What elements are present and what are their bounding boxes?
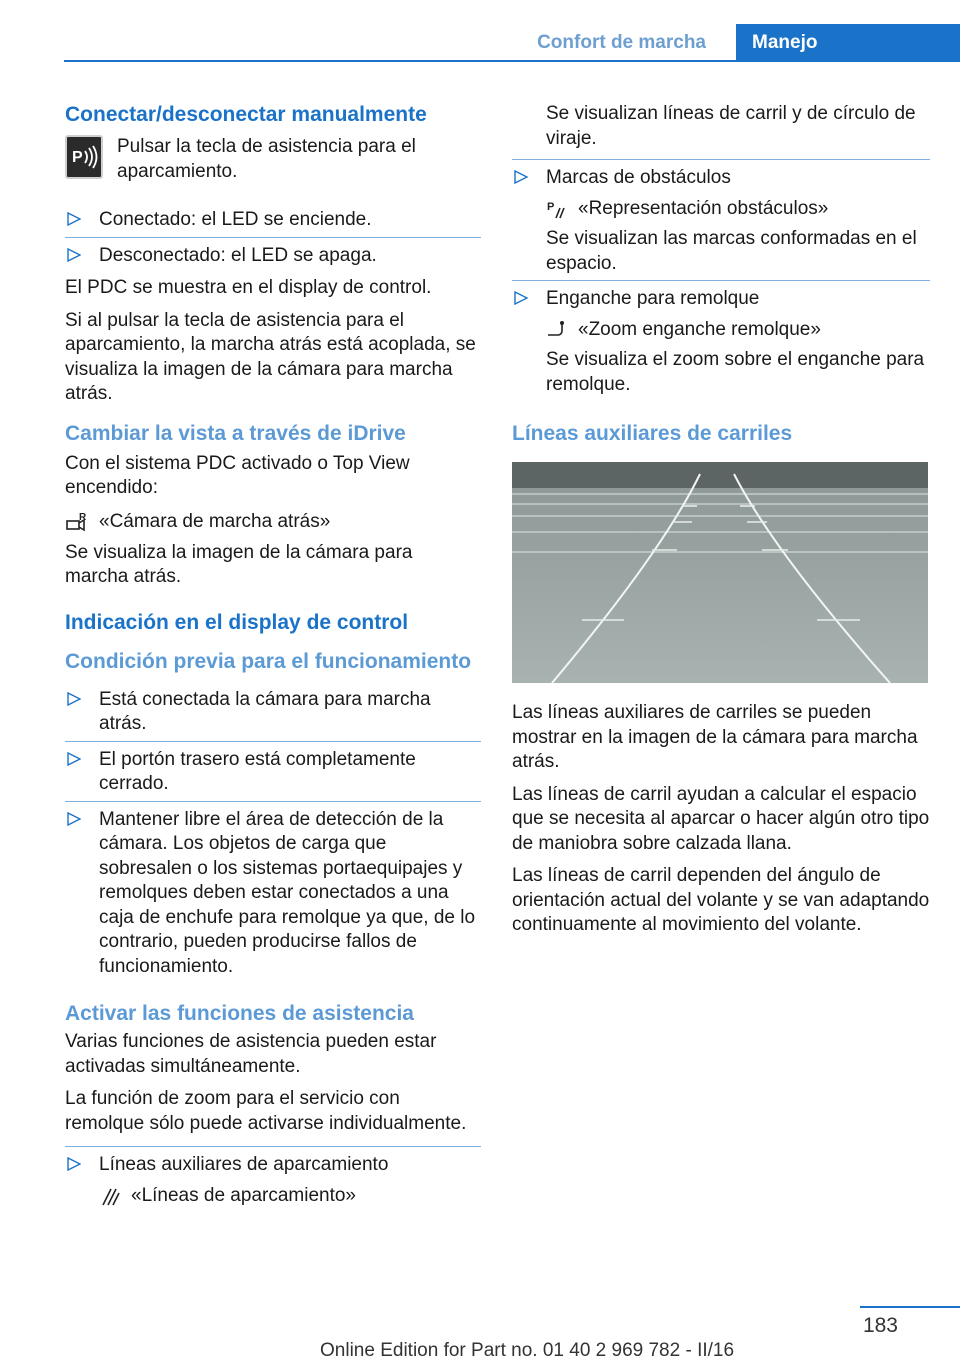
trailer-hitch-icon (546, 319, 568, 341)
list-item (65, 682, 481, 741)
svg-text:P: P (547, 200, 555, 213)
obstacle-menu-row (546, 197, 930, 222)
page-footer (0, 1306, 960, 1362)
parking-result-text: Se visualizan líneas de carril y de círculo de viraje. (546, 103, 916, 149)
assist-button-row (65, 135, 481, 184)
svg-text:P: P (72, 149, 83, 166)
triangle-bullet-icon (67, 692, 81, 706)
lanes-para-2: Las líneas de carril ayudan a calcular el espacio que se necesita al aparcar o hacer algún otro tipo de maniobra sobre calzada llana. (512, 783, 930, 854)
press-key-text: Pulsar la tecla de asistencia para el aparcamiento. (117, 136, 416, 182)
right-functions-list (512, 159, 930, 401)
triangle-bullet-icon (67, 752, 81, 766)
heading-activate: Activar las funciones de asistencia (65, 1002, 414, 1025)
left-column (65, 102, 481, 1212)
precondition-3: Mantener libre el área de detección de la cámara. Los objetos de carga que sobresalen o los sistemas portaequipajes y remolques deben estar conectados a una caja de enchufe para remolque ya que, de lo contrario, pueden producirse fallos de funcionamiento. (99, 808, 476, 977)
triangle-bullet-icon (67, 1157, 81, 1171)
section-title: Confort de marcha (537, 32, 706, 53)
heading-manual: Conectar/desconectar manualmente (65, 103, 427, 126)
obstacle-marks-icon (546, 198, 568, 220)
list-item (512, 280, 930, 401)
pdc-shown-text: El PDC se muestra en el display de control. (65, 277, 432, 298)
list-item (65, 237, 481, 273)
led-list (65, 202, 481, 272)
heading-display: Indicación en el display de control (65, 610, 409, 634)
right-column (512, 102, 930, 938)
triangle-bullet-icon (67, 248, 81, 262)
triangle-bullet-icon (67, 212, 81, 226)
triangle-bullet-icon (514, 291, 528, 305)
list-item (65, 801, 481, 984)
parking-menu-row (99, 1184, 481, 1209)
triangle-bullet-icon (67, 812, 81, 826)
camera-menu-row (65, 511, 481, 533)
led-on-text: Conectado: el LED se enciende. (99, 209, 372, 230)
heading-lanes: Líneas auxiliares de carriles (512, 422, 793, 445)
camera-shown-text: Se visualiza la imagen de la cámara para marcha atrás. (65, 541, 413, 587)
header-rule (64, 60, 736, 62)
assist-functions-list (65, 1146, 481, 1212)
triangle-bullet-icon (514, 170, 528, 184)
svg-text:R: R (79, 511, 87, 523)
footer-rule (860, 1306, 960, 1308)
page-header (64, 24, 960, 62)
reverse-gear-text: Si al pulsar la tecla de asistencia para el aparcamiento, la marcha atrás está acoplada, se visualiza la imagen de la cámara para marcha atrás. (65, 309, 476, 404)
list-item (512, 159, 930, 280)
camera-menu-label: «Cámara de marcha atrás» (99, 510, 331, 532)
list-item (65, 1146, 481, 1212)
list-item (65, 741, 481, 801)
led-off-text: Desconectado: el LED se apaga. (99, 244, 377, 266)
list-item (65, 202, 481, 237)
hitch-menu-row (546, 318, 930, 343)
chapter-tab: Manejo (736, 24, 960, 62)
precondition-list (65, 682, 481, 984)
lanes-para-3: Las líneas de carril dependen del ángulo de orientación actual del volante y se van adaptando continuamente al movimiento del volante. (512, 865, 930, 935)
hitch-result-text: Se visualiza el zoom sobre el enganche para remolque. (546, 349, 925, 395)
hitch-menu-label: «Zoom enganche remolque» (578, 318, 821, 340)
zoom-text: La función de zoom para el servicio con remolque sólo puede activarse individualmente. (65, 1088, 467, 1134)
multi-functions-text: Varias funciones de asistencia pueden estar activadas simultáneamente. (65, 1031, 437, 1077)
page-number: 183 (862, 1314, 898, 1337)
parking-menu-label: «Líneas de aparcamiento» (131, 1184, 356, 1206)
park-assist-button-icon (65, 135, 103, 179)
lane-lines-camera-image (512, 462, 928, 683)
parking-lines-icon (99, 1185, 121, 1207)
heading-change-view: Cambiar la vista a través de iDrive (65, 421, 406, 445)
obstacle-label: Marcas de obstáculos (546, 167, 731, 188)
rear-camera-icon (65, 511, 89, 533)
obstacle-menu-label: «Representación obstáculos» (578, 197, 829, 219)
precondition-2: El portón trasero está completamente cerrado. (99, 748, 416, 794)
obstacle-result-text: Se visualizan las marcas conformadas en el espacio. (546, 228, 917, 274)
heading-precondition: Condición previa para el funcionamiento (65, 649, 472, 673)
precondition-1: Está conectada la cámara para marcha atrás. (99, 688, 431, 734)
pdc-active-text: Con el sistema PDC activado o Top View encendido: (65, 452, 410, 498)
parking-lines-label: Líneas auxiliares de aparcamiento (99, 1154, 389, 1175)
lanes-para-1: Las líneas auxiliares de carriles se pueden mostrar en la imagen de la cámara para marcha atrás. (512, 702, 918, 772)
hitch-label: Enganche para remolque (546, 288, 760, 309)
edition-text: Online Edition for Part no. 01 40 2 969 782 - II/16 (320, 1340, 735, 1361)
